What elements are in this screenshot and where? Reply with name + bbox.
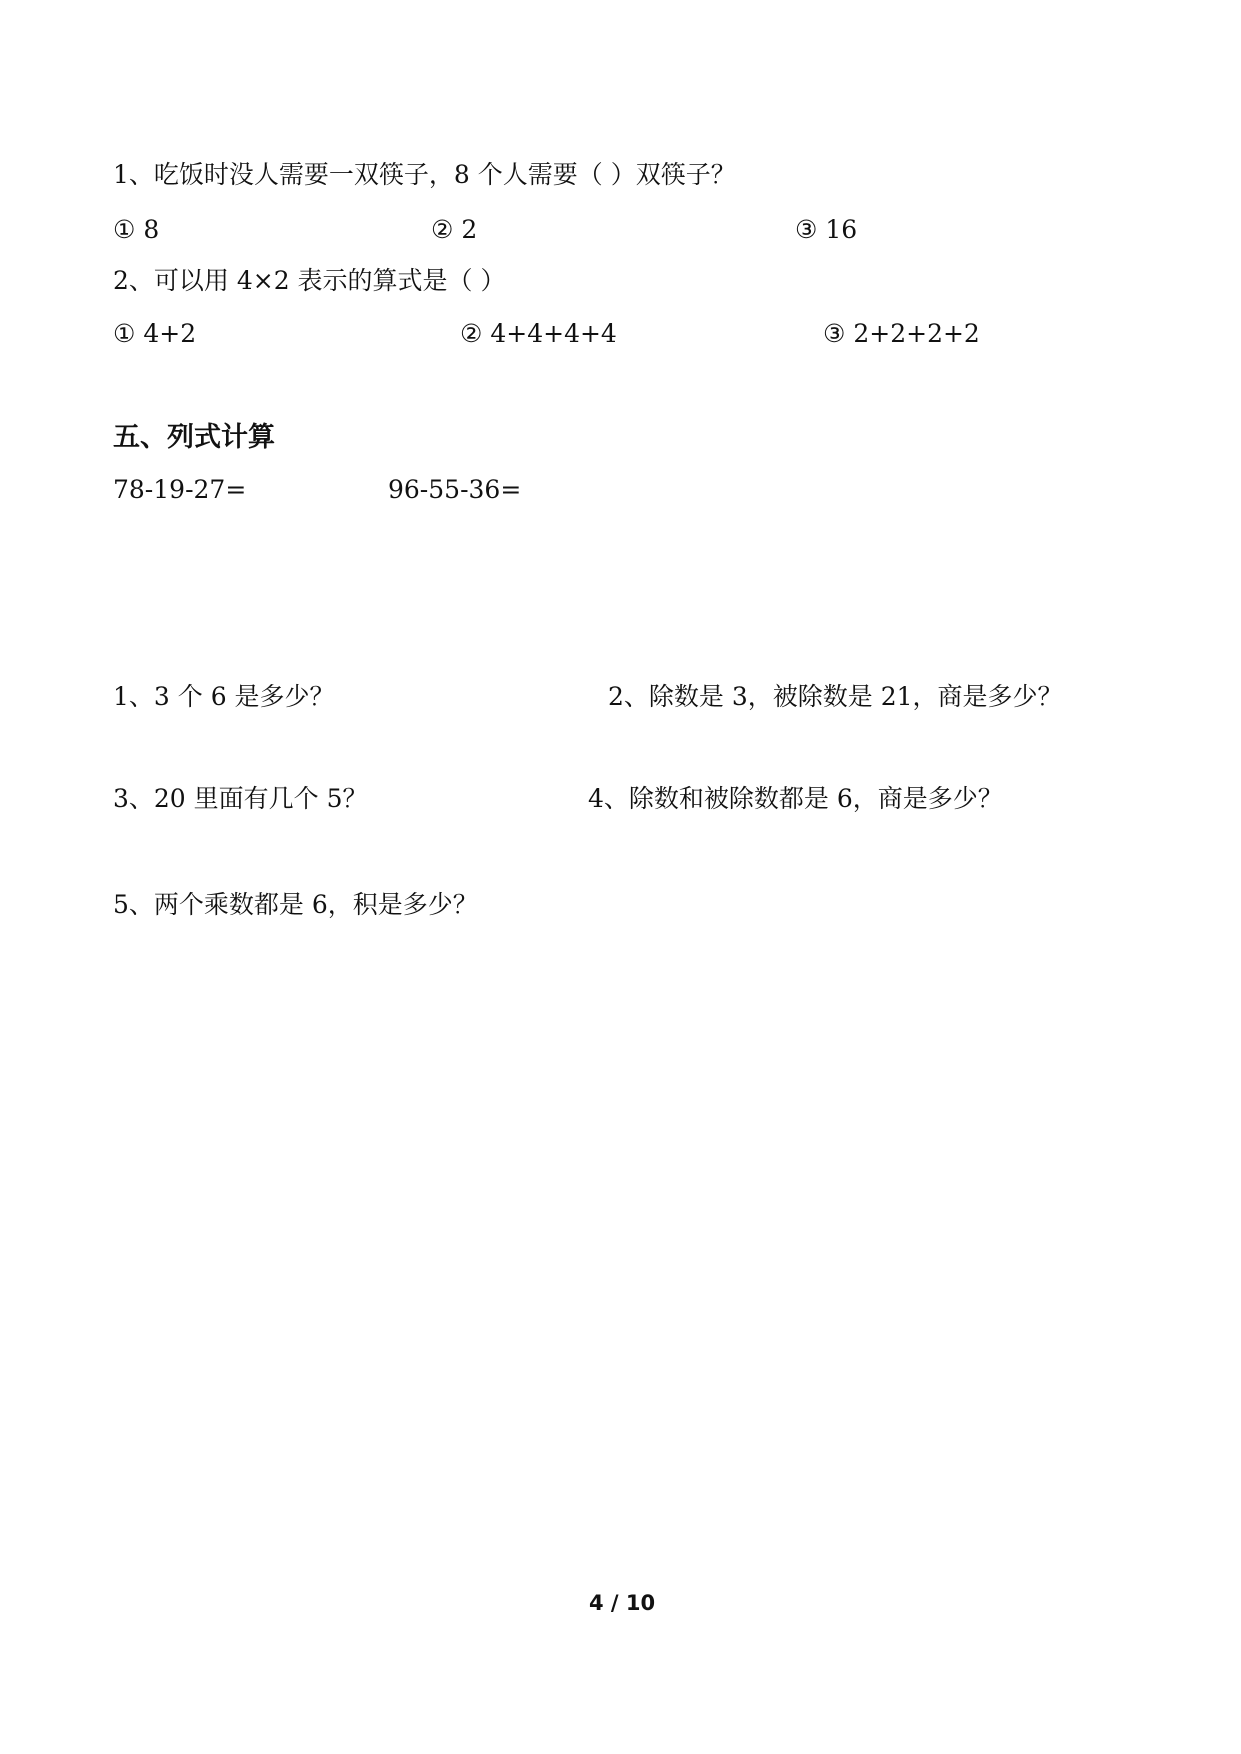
choice-2-option-2: ② 4+4+4+4 (460, 319, 617, 348)
choice-2-option-1: ① 4+2 (113, 319, 197, 348)
choice-1-option-3: ③ 16 (795, 215, 858, 244)
choice-1-option-1: ① 8 (113, 215, 160, 244)
expression-2: 96-55-36= (388, 475, 522, 504)
choice-1-option-2: ② 2 (431, 215, 478, 244)
word-question-2: 2、除数是 3，被除数是 21，商是多少？ (608, 682, 1063, 711)
word-question-5: 5、两个乘数都是 6，积是多少？ (113, 890, 478, 919)
choice-question-1: 1、吃饭时没人需要一双筷子，8 个人需要（ ）双筷子？ (113, 160, 736, 189)
expression-1: 78-19-27= (113, 475, 247, 504)
page-indicator: 4 / 10 (589, 1591, 656, 1615)
choice-2-option-3: ③ 2+2+2+2 (823, 319, 980, 348)
word-question-4: 4、除数和被除数都是 6，商是多少？ (588, 784, 1003, 813)
choice-question-2: 2、可以用 4×2 表示的算式是（ ） (113, 266, 506, 295)
section-five-heading: 五、列式计算 (113, 422, 275, 453)
word-question-1: 1、3 个 6 是多少？ (113, 682, 335, 711)
word-question-3: 3、20 里面有几个 5？ (113, 784, 368, 813)
